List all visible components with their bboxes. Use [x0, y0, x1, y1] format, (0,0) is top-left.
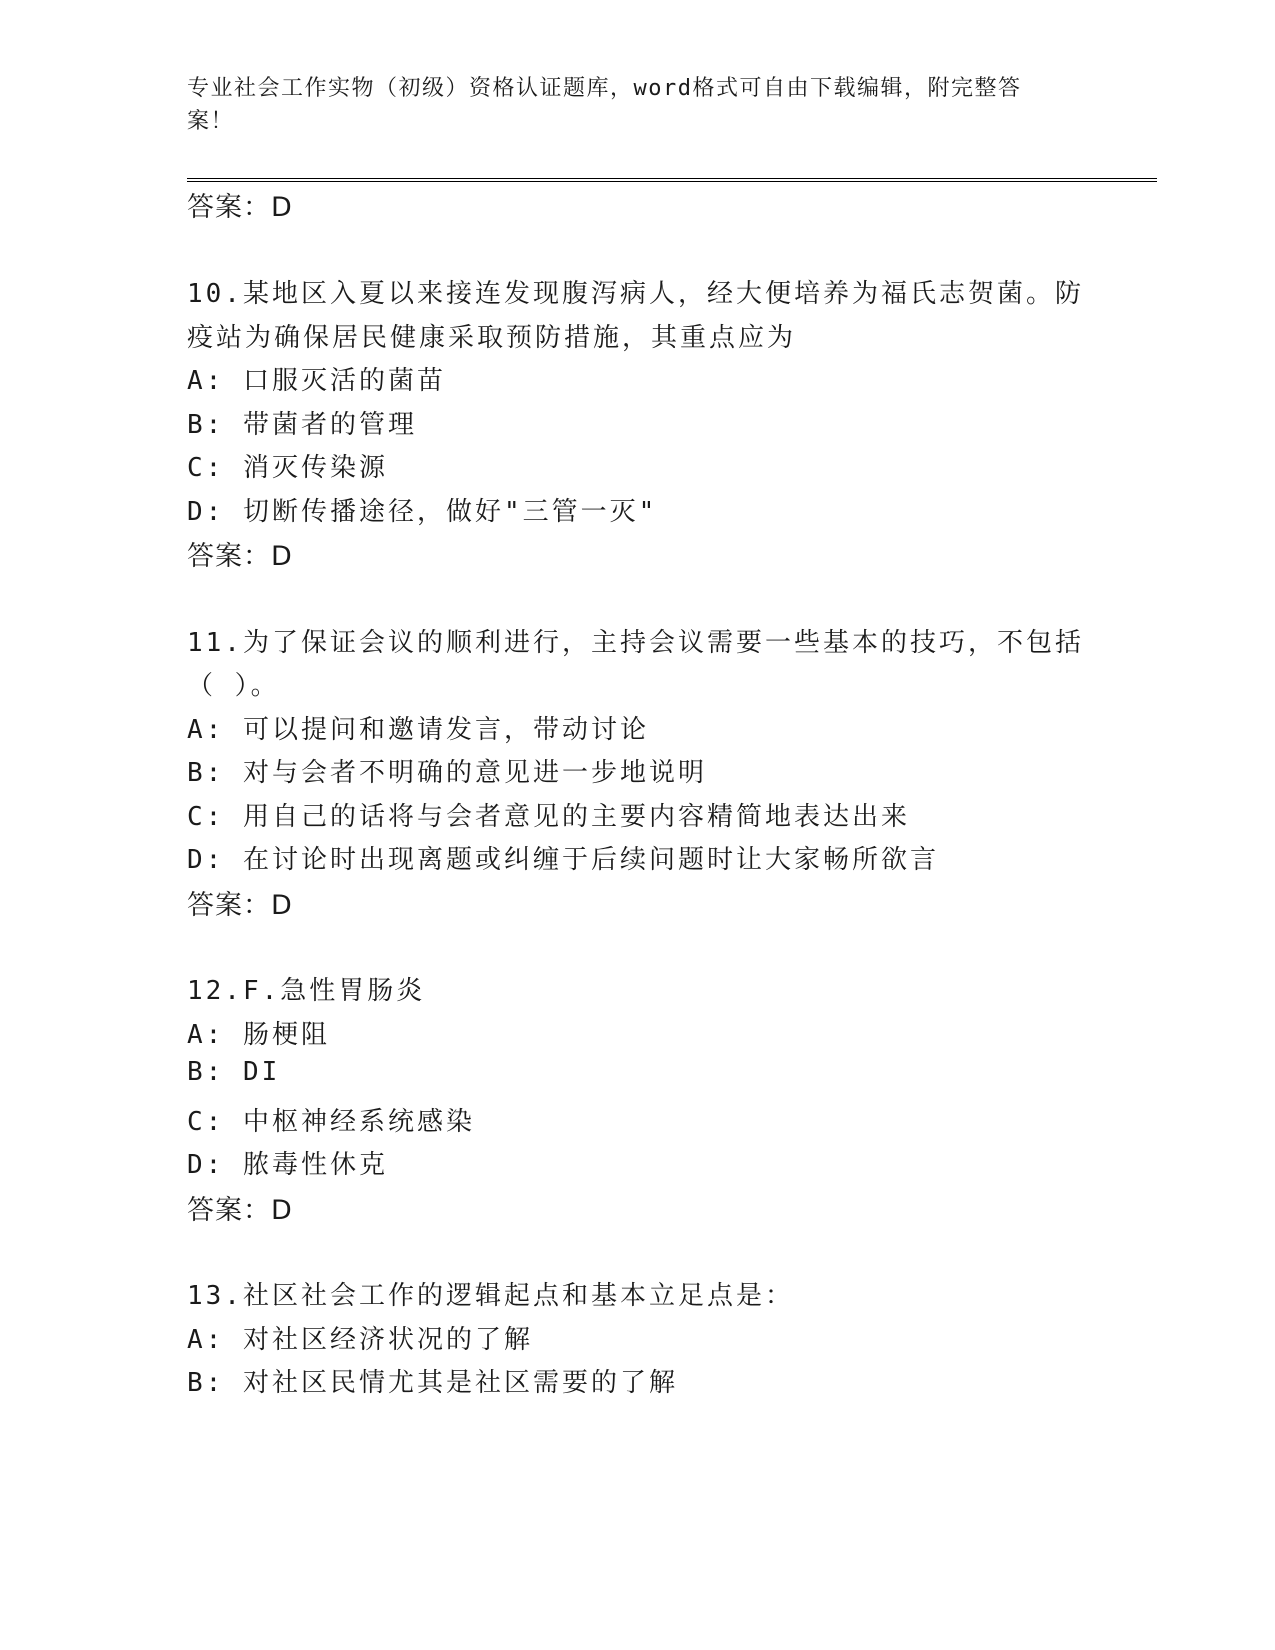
question-12-answer: 答案：D [187, 1195, 293, 1226]
question-10-line-1: 10.某地区入夏以来接连发现腹泻病人，经大便培养为福氏志贺菌。防 [187, 279, 1084, 309]
question-13-option-a: A: 对社区经济状况的了解 [187, 1325, 533, 1355]
header-divider [187, 178, 1157, 182]
question-10-line-2: 疫站为确保居民健康采取预防措施，其重点应为 [187, 323, 797, 353]
question-11-answer: 答案：D [187, 890, 293, 921]
question-11-option-a: A: 可以提问和邀请发言，带动讨论 [187, 715, 649, 745]
question-12-option-d: D: 脓毒性休克 [187, 1150, 388, 1180]
question-10-answer: 答案：D [187, 541, 293, 572]
question-11-option-d: D: 在讨论时出现离题或纠缠于后续问题时让大家畅所欲言 [187, 845, 939, 875]
question-12-option-b: B: DI [187, 1057, 281, 1087]
question-11-line-1: 11.为了保证会议的顺利进行，主持会议需要一些基本的技巧，不包括 [187, 628, 1084, 658]
question-11-option-c: C: 用自己的话将与会者意见的主要内容精简地表达出来 [187, 802, 910, 832]
question-12-option-a: A: 肠梗阻 [187, 1020, 330, 1050]
question-10-option-c: C: 消灭传染源 [187, 453, 388, 483]
question-12-line-1: 12.F.急性胃肠炎 [187, 976, 426, 1006]
question-11-line-2: （ ）。 [187, 671, 280, 701]
question-13-line-1: 13.社区社会工作的逻辑起点和基本立足点是： [187, 1281, 794, 1311]
page-header: 专业社会工作实物（初级）资格认证题库，word格式可自由下载编辑，附完整答案！ [187, 76, 1022, 134]
question-11-option-b: B: 对与会者不明确的意见进一步地说明 [187, 758, 707, 788]
question-10-option-b: B: 带菌者的管理 [187, 410, 417, 440]
previous-answer: 答案：D [187, 192, 293, 223]
question-10-option-d: D: 切断传播途径，做好"三管一灭" [187, 497, 658, 527]
question-10-option-a: A: 口服灭活的菌苗 [187, 366, 446, 396]
question-12-option-c: C: 中枢神经系统感染 [187, 1107, 475, 1137]
question-13-option-b: B: 对社区民情尤其是社区需要的了解 [187, 1368, 678, 1398]
